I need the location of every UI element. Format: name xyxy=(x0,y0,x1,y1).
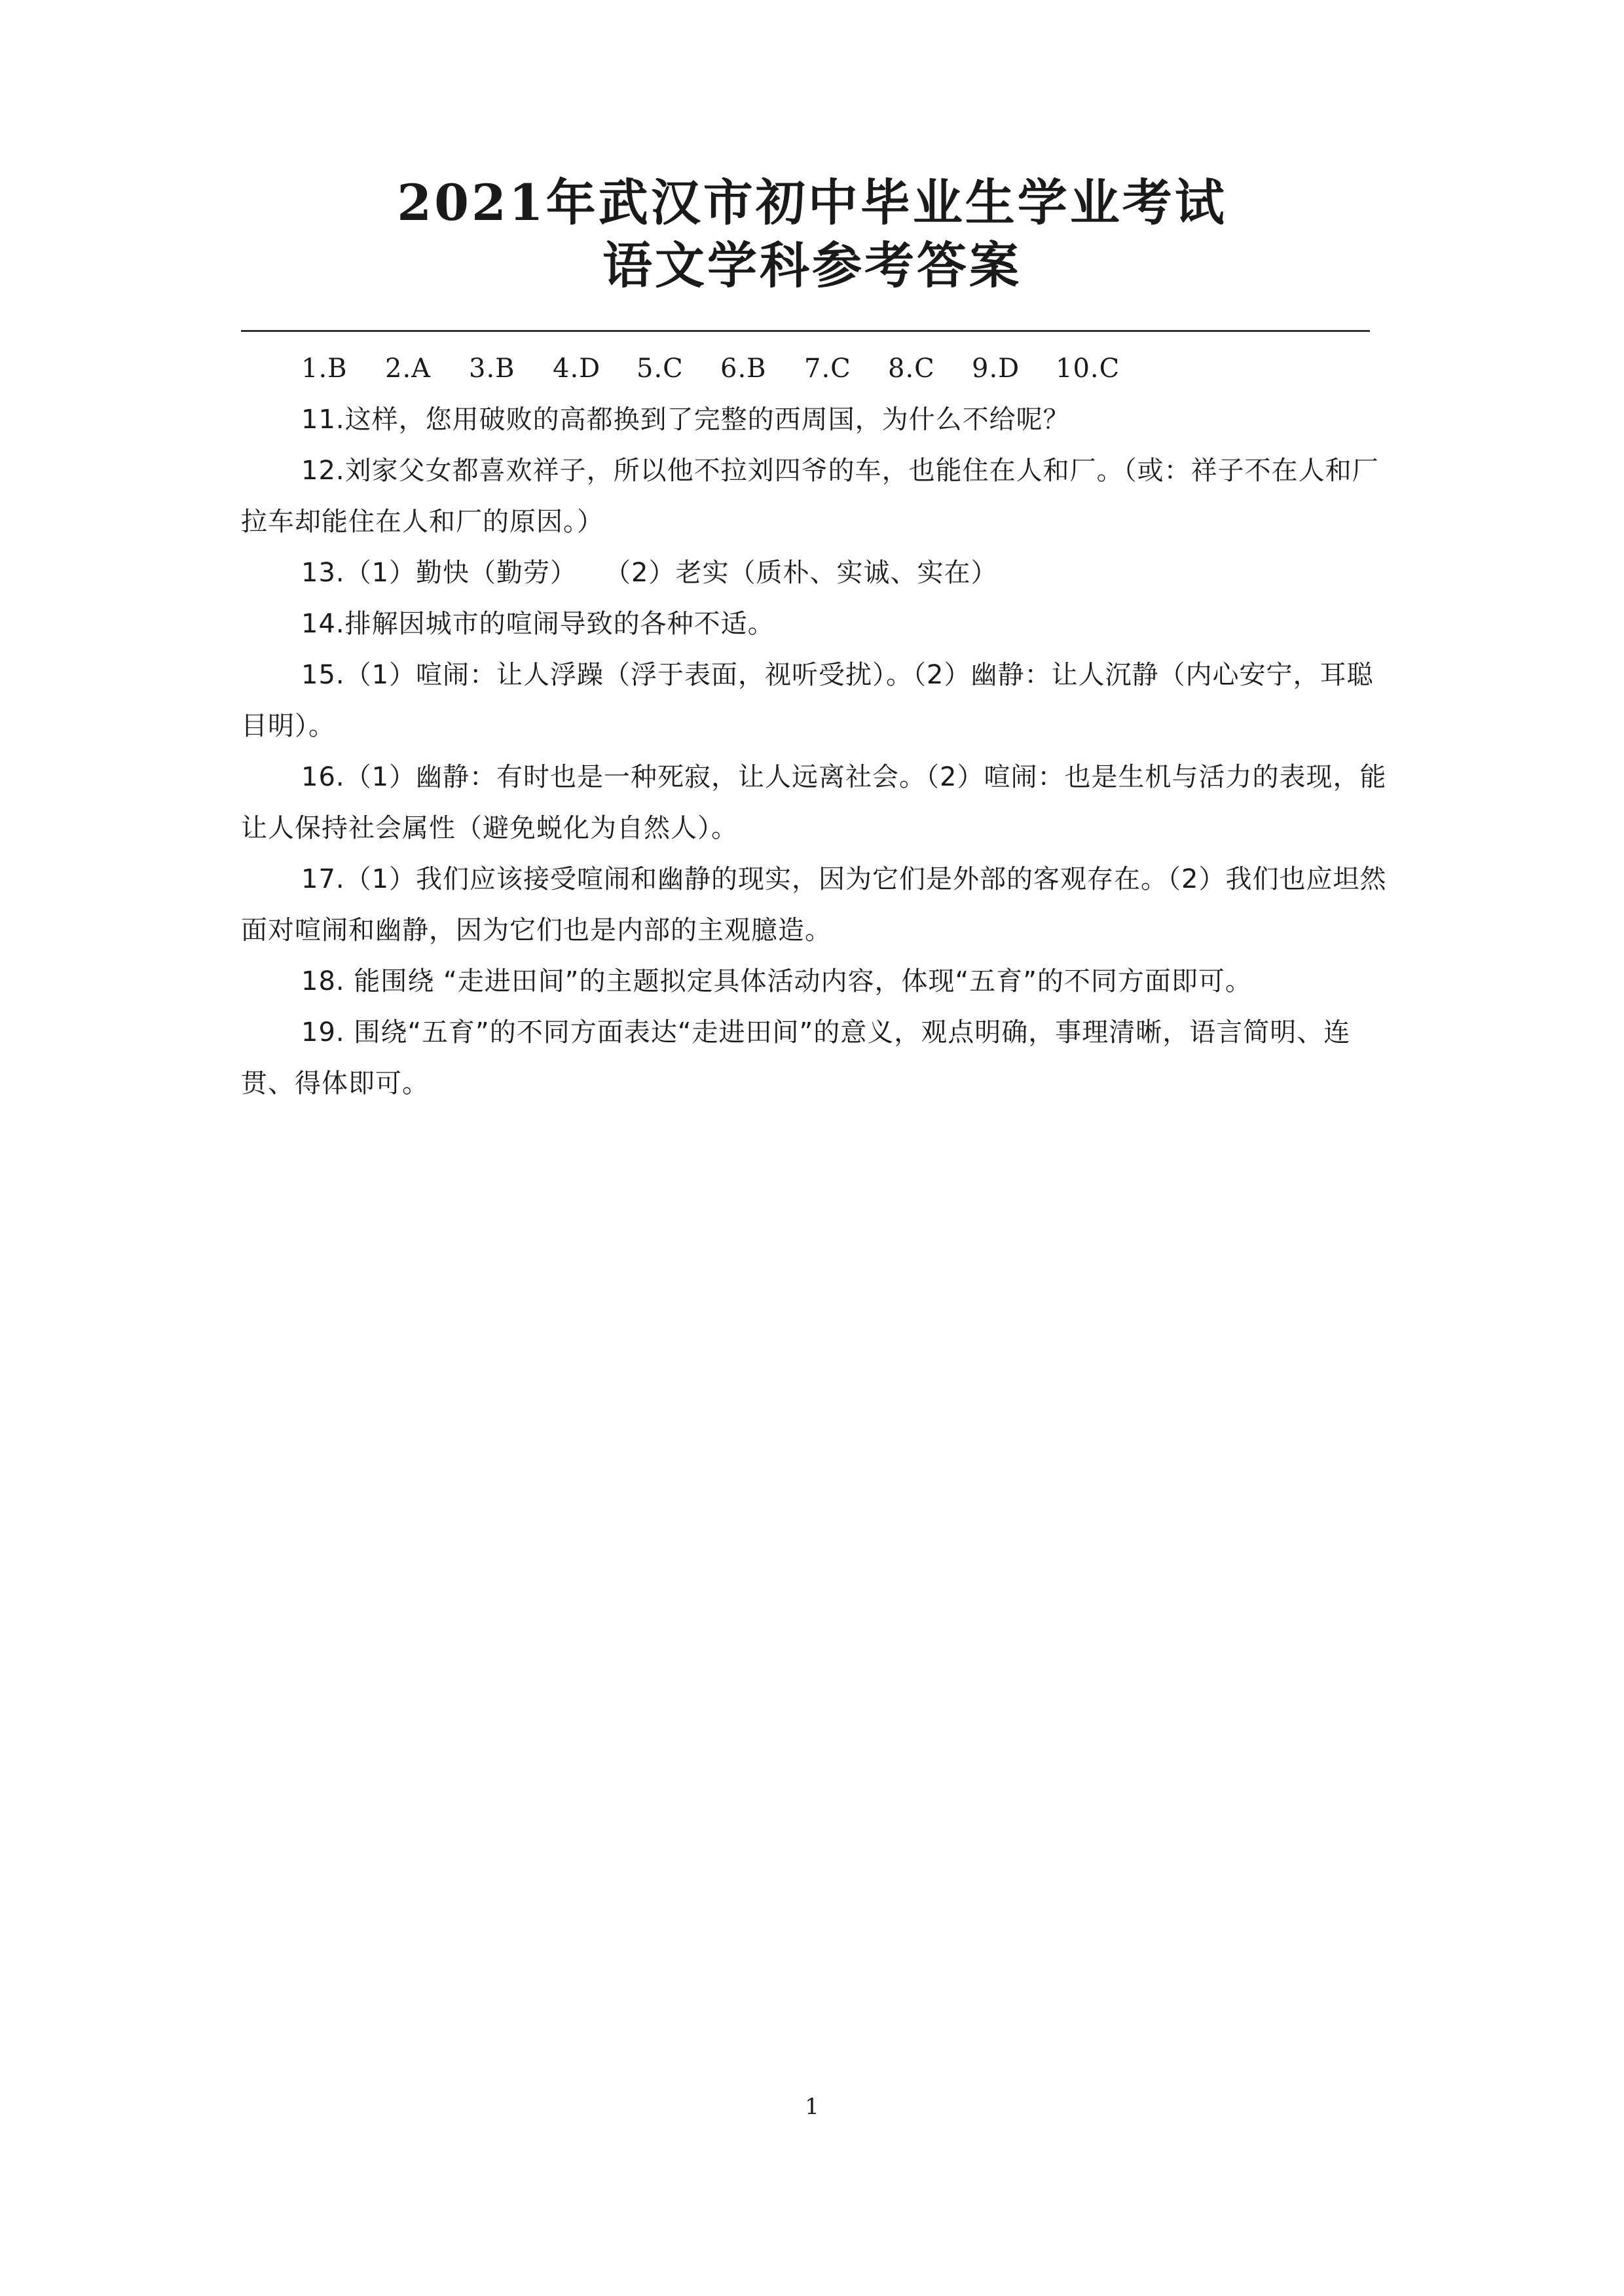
answer-14: 14.排解因城市的喧闹导致的各种不适。 xyxy=(301,609,775,639)
choice-answer: 5.C xyxy=(637,354,684,384)
choice-answer: 8.C xyxy=(888,354,935,384)
page-number: 1 xyxy=(805,2094,819,2120)
document-title: 2021年武汉市初中毕业生学业考试 xyxy=(397,173,1227,232)
choice-answer: 7.C xyxy=(804,354,851,384)
answer-body xyxy=(241,343,1393,1109)
choice-answer: 4.D xyxy=(553,354,601,384)
choice-answer: 2.A xyxy=(385,354,432,384)
header-divider xyxy=(241,330,1370,332)
title-block xyxy=(0,172,1624,297)
document-subtitle: 语文学科参考答案 xyxy=(602,236,1022,295)
answer-17: 17.（1）我们应该接受喧闹和幽静的现实，因为它们是外部的客观存在。（2）我们也应坦然面对喧闹和幽静，因为它们也是内部的主观臆造。 xyxy=(241,864,1387,945)
answer-19: 19. 围绕“五育”的不同方面表达“走进田间”的意义，观点明确，事理清晰，语言简明、连贯、得体即可。 xyxy=(241,1017,1351,1099)
choice-answer: 1.B xyxy=(301,354,348,384)
answer-16: 16.（1）幽静：有时也是一种死寂，让人远离社会。（2）喧闹：也是生机与活力的表现，能让人保持社会属性（避免蜕化为自然人）。 xyxy=(241,762,1387,843)
choice-answer: 3.B xyxy=(469,354,515,384)
choice-answers-row xyxy=(241,343,1393,394)
choice-answer: 6.B xyxy=(720,354,767,384)
answer-15: 15.（1）喧闹：让人浮躁（浮于表面，视听受扰）。（2）幽静：让人沉静（内心安宁，耳聪目明）。 xyxy=(241,660,1374,741)
choice-answer: 9.D xyxy=(972,354,1020,384)
answer-12: 12.刘家父女都喜欢祥子，所以他不拉刘四爷的车，也能住在人和厂。（或：祥子不在人和厂拉车却能住在人和厂的原因。） xyxy=(241,456,1379,537)
answer-18: 18. 能围绕 “走进田间”的主题拟定具体活动内容，体现“五育”的不同方面即可。 xyxy=(301,966,1252,996)
answer-13: 13.（1）勤快（勤劳） （2）老实（质朴、实诚、实在） xyxy=(301,558,998,588)
choice-answer: 10.C xyxy=(1056,354,1120,384)
answer-11: 11.这样，您用破败的高都换到了完整的西周国，为什么不给呢？ xyxy=(301,405,1070,435)
